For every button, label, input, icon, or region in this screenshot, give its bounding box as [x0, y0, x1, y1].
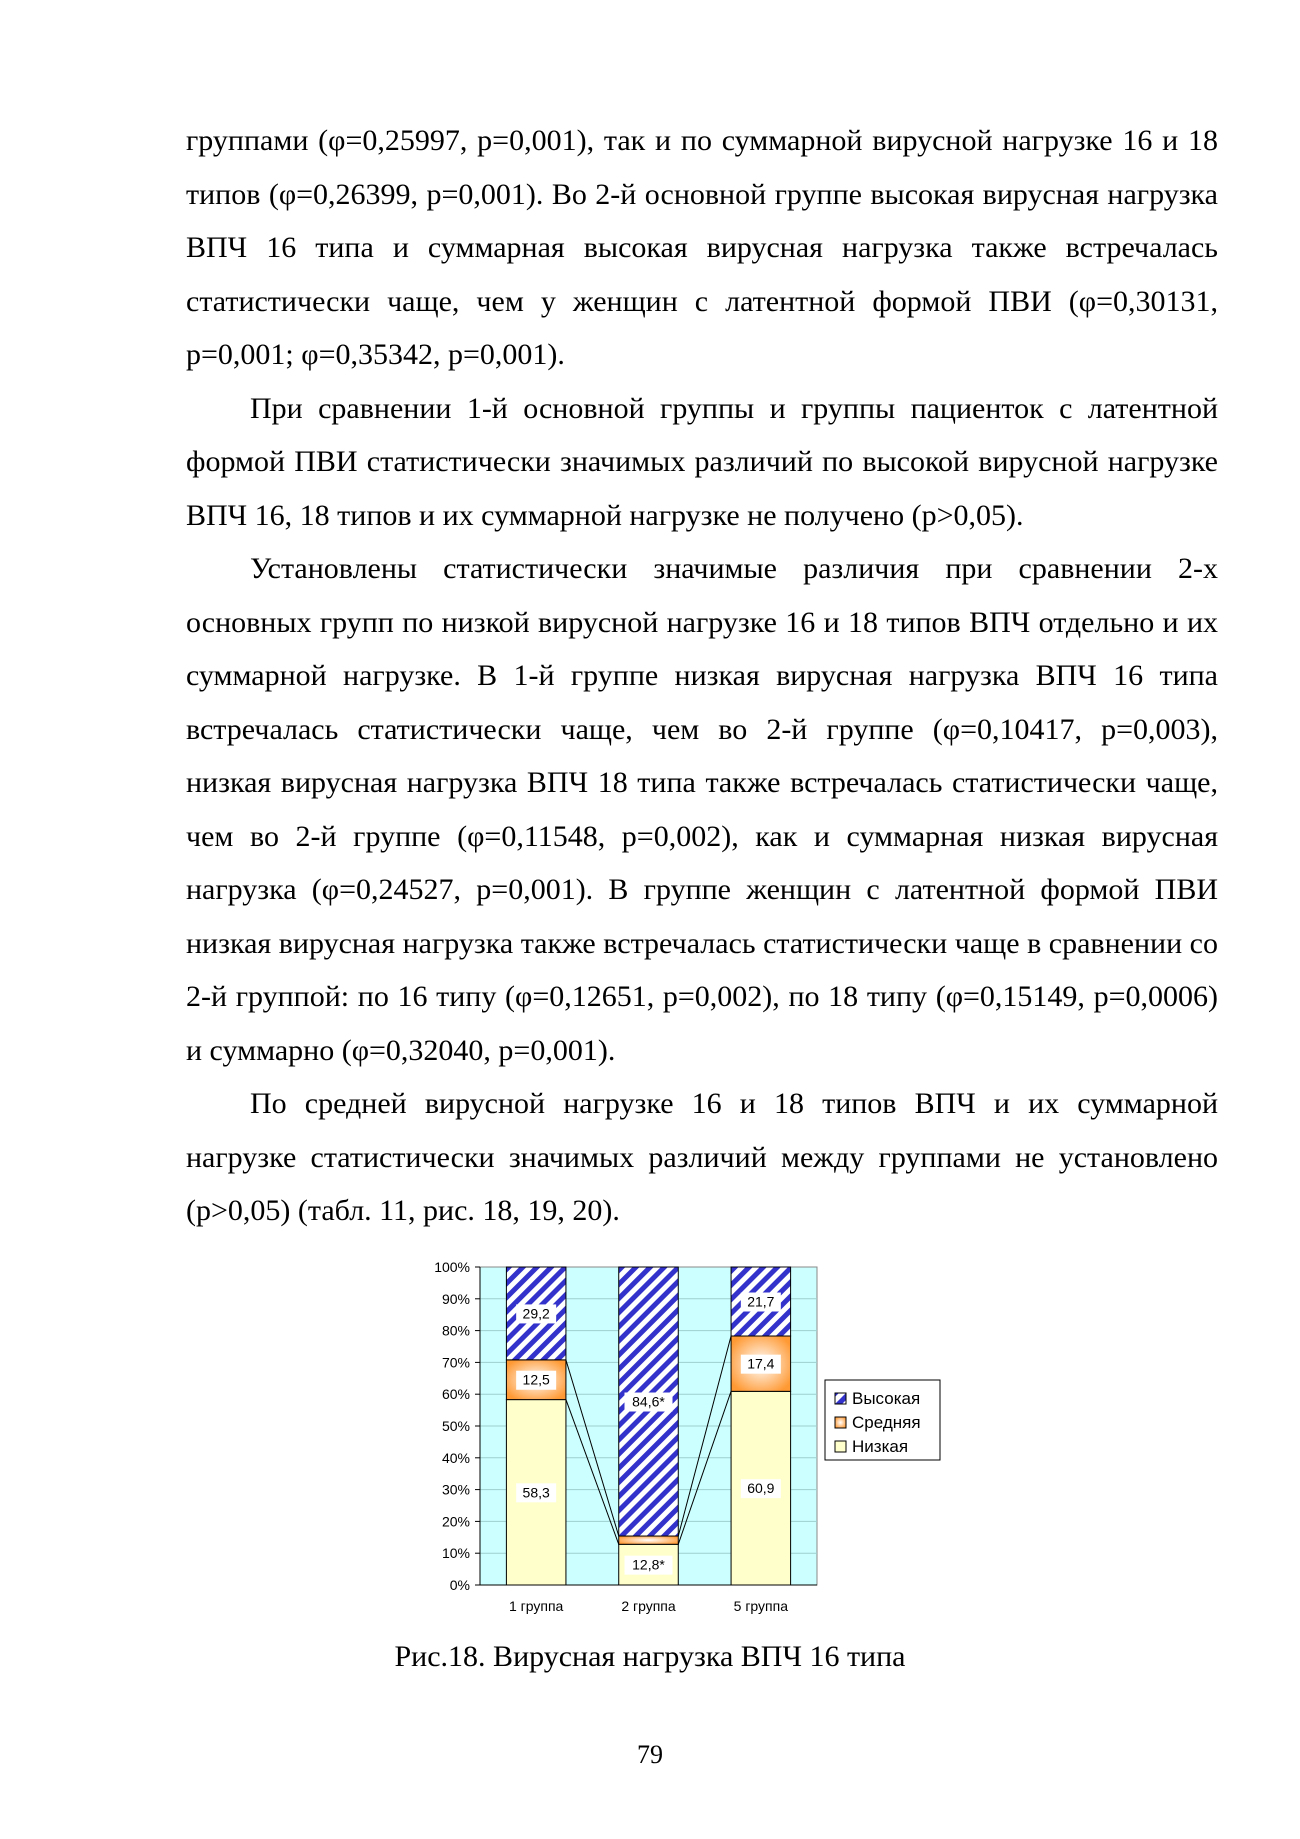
data-label: 60,9	[747, 1480, 775, 1497]
y-tick-label: 20%	[441, 1513, 470, 1530]
legend-label: Средняя	[852, 1413, 921, 1432]
paragraph-2: При сравнении 1-й основной группы и группы пациенток с латентной формой ПВИ статистически значимых различий по высокой вирусной нагрузке ВПЧ 16, 18 типов и их суммарной нагрузке не получено (p>0,05).	[186, 391, 1218, 532]
bar-medium-segment	[619, 1536, 679, 1544]
legend-swatch	[835, 1393, 846, 1404]
data-label: 58,3	[522, 1484, 550, 1501]
data-label: 12,5	[522, 1371, 550, 1388]
y-tick-label: 60%	[441, 1386, 470, 1403]
figure-caption: Рис.18. Вирусная нагрузка ВПЧ 16 типа	[394, 1640, 906, 1673]
y-tick-label: 30%	[441, 1481, 470, 1498]
y-tick-label: 80%	[441, 1322, 470, 1339]
y-tick-label: 90%	[441, 1290, 470, 1307]
paragraph-3: Установлены статистически значимые различия при сравнении 2-х основных групп по низкой вирусной нагрузке 16 и 18 типов ВПЧ отдельно и их суммарной нагрузке. В 1-й группе низкая вирусная нагрузка ВПЧ 16 типа встречалась статистически чаще, чем во 2-й группе (φ=0,10417, p=0,003), низкая вирусная нагрузка ВПЧ 18 типа также встречалась статистически чаще, чем во 2-й группе (φ=0,11548, p=0,002), как и суммарная низкая вирусная нагрузка (φ=0,24527, p=0,001). В группе женщин с латентной формой ПВИ низкая вирусная нагрузка также встречалась статистически чаще в сравнении со 2-й группой: по 16 типу (φ=0,12651, p=0,002), по 18 типу (φ=0,15149, p=0,0006) и суммарно (φ=0,32040, p=0,001).	[186, 552, 1218, 1067]
y-tick-label: 10%	[441, 1545, 470, 1562]
paragraph-4: По средней вирусной нагрузке 16 и 18 типов ВПЧ и их суммарной нагрузке статистически значимых различий между группами не установлено (p>0,05) (табл. 11, рис. 18, 19, 20).	[186, 1087, 1218, 1227]
figure-18	[400, 1245, 1000, 1640]
legend-label: Высокая	[852, 1389, 921, 1408]
y-tick-label: 100%	[434, 1259, 470, 1275]
y-tick-label: 70%	[441, 1354, 470, 1371]
legend-swatch	[835, 1441, 846, 1452]
legend-label: Низкая	[852, 1437, 909, 1456]
data-label: 17,4	[747, 1355, 775, 1372]
legend-swatch	[835, 1417, 846, 1428]
y-tick-label: 50%	[441, 1418, 470, 1434]
page-number: 79	[637, 1740, 663, 1769]
data-label: 21,7	[747, 1293, 775, 1310]
y-tick-label: 0%	[449, 1577, 470, 1593]
data-label: 84,6*	[632, 1393, 665, 1410]
x-tick-label: 5 группа	[733, 1598, 789, 1614]
data-label: 29,2	[522, 1305, 550, 1322]
stacked-bar-chart	[400, 1245, 1000, 1640]
paragraph-1: группами (φ=0,25997, p=0,001), так и по суммарной вирусной нагрузке 16 и 18 типов (φ=0,26399, p=0,001). Во 2-й основной группе высокая вирусная нагрузка ВПЧ 16 типа и суммарная высокая вирусная нагрузка также встречалась статистически чаще, чем у женщин с латентной формой ПВИ (φ=0,30131, p=0,001; φ=0,35342, p=0,001).	[186, 124, 1218, 371]
y-tick-label: 40%	[441, 1449, 470, 1466]
body-text	[186, 114, 1218, 1238]
data-label: 12,8*	[632, 1556, 665, 1573]
x-tick-label: 2 группа	[621, 1598, 676, 1614]
x-tick-label: 1 группа	[508, 1598, 564, 1614]
